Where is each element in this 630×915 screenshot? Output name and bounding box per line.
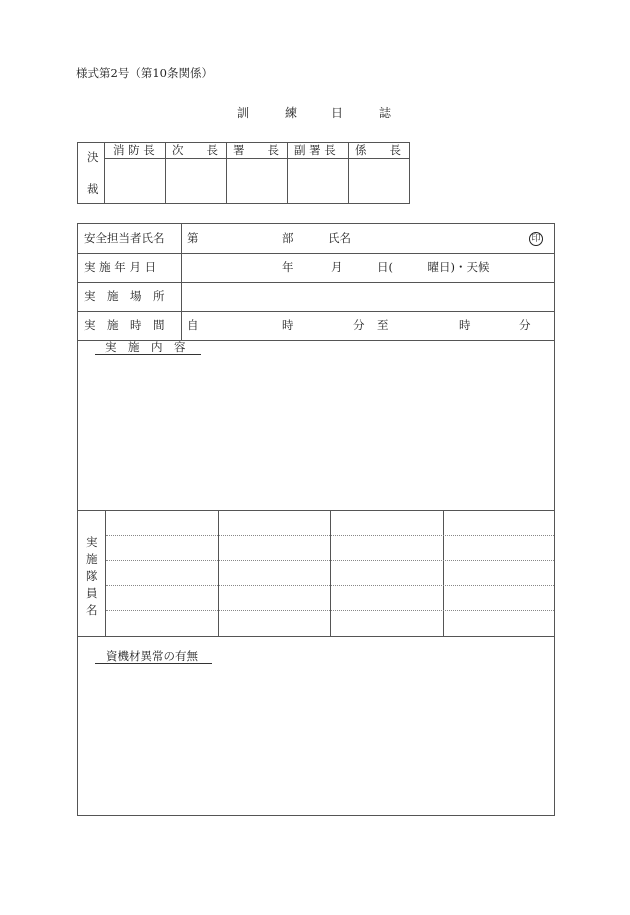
place-label: 実 施 場 所 bbox=[84, 289, 165, 303]
date-day-weather: 日( 曜日)・天候 bbox=[377, 260, 490, 274]
form-number-label: 様式第2号（第10条関係） bbox=[76, 66, 213, 80]
approval-char: 決 bbox=[87, 150, 99, 164]
approval-role-header: 消 防 長 bbox=[105, 143, 166, 159]
members-label-char: 名 bbox=[86, 603, 98, 617]
time-minute-end: 分 bbox=[519, 318, 531, 332]
members-label-char: 隊 bbox=[86, 569, 98, 583]
time-hour-end: 時 bbox=[459, 318, 471, 332]
approval-role-header: 次 長 bbox=[166, 143, 227, 159]
approval-char: 裁 bbox=[87, 182, 99, 196]
section-divider bbox=[77, 636, 555, 637]
time-to: 至 bbox=[377, 318, 389, 332]
approval-role-header: 副 署 長 bbox=[288, 143, 349, 159]
date-label: 実 施 年 月 日 bbox=[84, 260, 157, 274]
time-minute-start: 分 bbox=[353, 318, 365, 332]
approval-stamp-cell[interactable] bbox=[166, 159, 227, 204]
title-char: 日 bbox=[331, 106, 344, 120]
time-from: 自 bbox=[187, 318, 199, 332]
title-char: 誌 bbox=[379, 106, 392, 120]
equipment-heading-underline bbox=[95, 663, 212, 664]
approval-role-header: 係 長 bbox=[349, 143, 410, 159]
approval-side-label bbox=[78, 143, 105, 204]
approval-stamp-cell[interactable] bbox=[227, 159, 288, 204]
content-heading: 実 施 内 容 bbox=[105, 340, 186, 354]
officer-name-label: 安全担当者氏名 bbox=[84, 231, 165, 245]
time-hour-start: 時 bbox=[282, 318, 294, 332]
content-textarea[interactable] bbox=[78, 358, 554, 508]
title-char: 訓 bbox=[237, 106, 250, 120]
officer-name-field[interactable] bbox=[182, 224, 554, 252]
seal-icon: 印 bbox=[529, 232, 543, 246]
officer-dept: 部 bbox=[282, 231, 294, 245]
members-label-char: 施 bbox=[86, 552, 98, 566]
members-grid[interactable] bbox=[106, 511, 554, 635]
approval-table bbox=[77, 142, 410, 204]
date-field[interactable] bbox=[182, 254, 554, 281]
time-label: 実 施 時 間 bbox=[84, 318, 165, 332]
members-label-char: 実 bbox=[86, 535, 98, 549]
officer-name-caption: 氏名 bbox=[328, 231, 351, 245]
time-field[interactable] bbox=[182, 312, 554, 339]
approval-stamp-cell[interactable] bbox=[288, 159, 349, 204]
equipment-textarea[interactable] bbox=[78, 667, 554, 814]
approval-stamp-cell[interactable] bbox=[349, 159, 410, 204]
content-heading-underline bbox=[95, 354, 201, 355]
title-char: 練 bbox=[285, 106, 298, 120]
equipment-heading: 資機材異常の有無 bbox=[106, 649, 198, 663]
date-month: 月 bbox=[331, 260, 343, 274]
place-field[interactable] bbox=[182, 283, 554, 310]
approval-stamp-cell[interactable] bbox=[105, 159, 166, 204]
members-label-char: 員 bbox=[86, 586, 98, 600]
approval-role-header: 署 長 bbox=[227, 143, 288, 159]
officer-prefix: 第 bbox=[187, 231, 199, 245]
date-year: 年 bbox=[282, 260, 294, 274]
